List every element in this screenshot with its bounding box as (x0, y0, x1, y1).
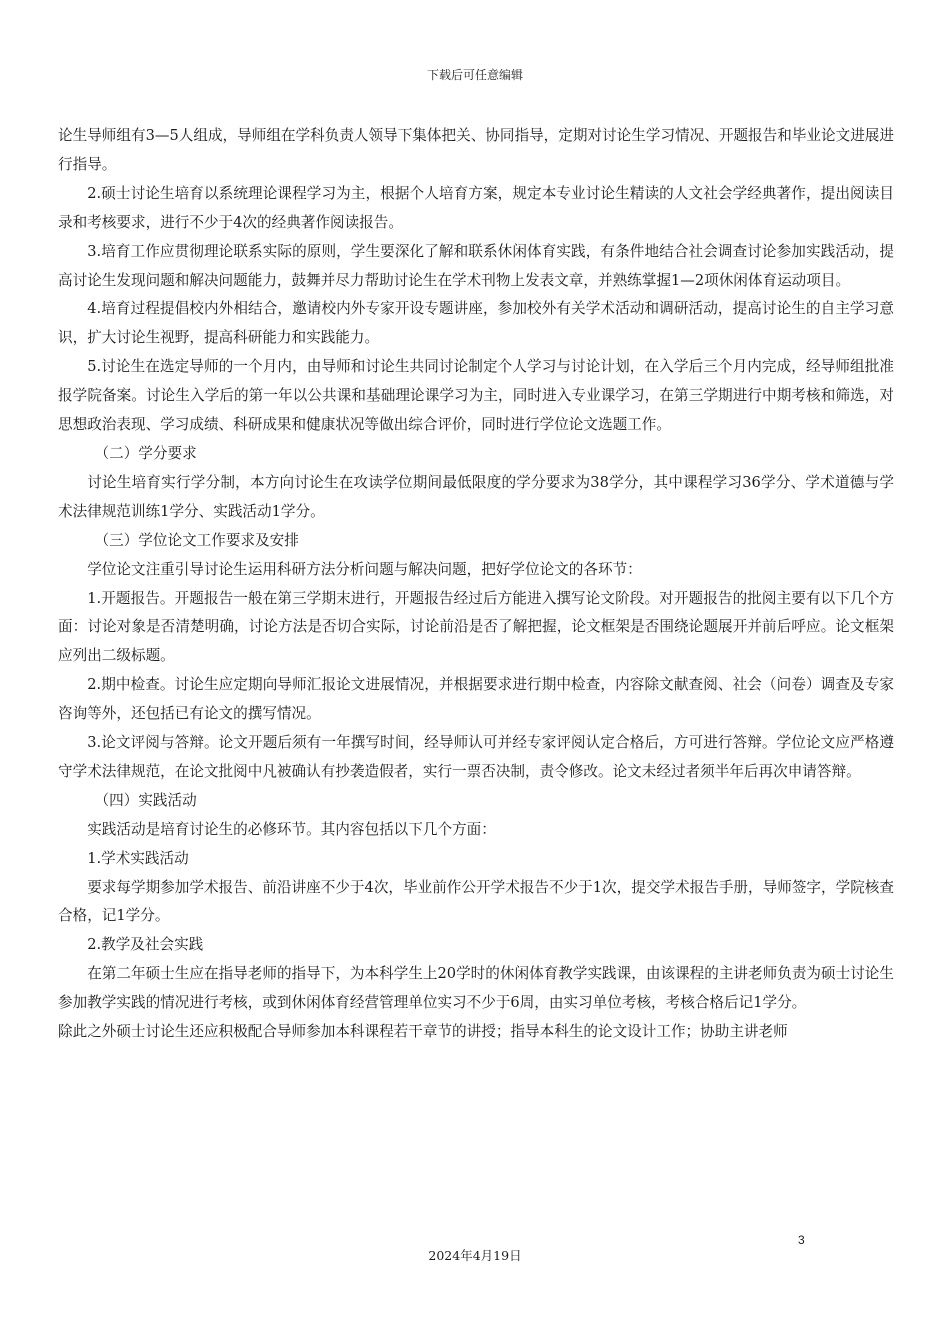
paragraph: 2.期中检查。讨论生应定期向导师汇报论文进展情况，并根据要求进行期中检查，内容除文献查阅、社会（问卷）调查及专家咨询等外，还包括已有论文的撰写情况。 (58, 676, 894, 723)
paragraph: 学位论文注重引导讨论生运用科研方法分析问题与解决问题，把好学位论文的各环节： (87, 560, 642, 578)
paragraph: 讨论生培育实行学分制，本方向讨论生在攻读学位期间最低限度的学分要求为38学分，其中课程学习36学分、学术道德与学术法律规范训练1学分、实践活动1学分。 (58, 473, 894, 520)
paragraph: 1.开题报告。开题报告一般在第三学期末进行，开题报告经过后方能进入撰写论文阶段。对开题报告的批阅主要有以下几个方面：讨论对象是否清楚明确，讨论方法是否切合实际，讨论前沿是否了解把握，论文框架是否围绕论题展开并前后呼应。论文框架应列出二级标题。 (58, 589, 894, 665)
paragraph: 5.讨论生在选定导师的一个月内，由导师和讨论生共同讨论制定个人学习与讨论计划，在入学后三个月内完成，经导师组批准报学院备案。讨论生入学后的第一年以公共课和基础理论课学习为主，同时进入专业课学习，在第三学期进行中期考核和筛选，对思想政治表现、学习成绩、科研成果和健康状况等做出综合评价，同时进行学位论文选题工作。 (58, 358, 894, 434)
paragraph: 3.论文评阅与答辩。论文开题后须有一年撰写时间，经导师认可并经专家评阅认定合格后，方可进行答辩。学位论文应严格遵守学术法律规范，在论文批阅中凡被确认有抄袭造假者，实行一票否决制，责令修改。论文未经过者须半年后再次申请答辩。 (58, 734, 894, 780)
paragraph: 3.培育工作应贯彻理论联系实际的原则，学生要深化了解和联系休闲体育实践，有条件地结合社会调查讨论参加实践活动，提高讨论生发现问题和解决问题能力，鼓舞并尽力帮助讨论生在学术刊物上发表文章，并熟练掌握1—2项休闲体育运动项目。 (58, 242, 894, 289)
paragraph: 在第二年硕士生应在指导老师的指导下，为本科学生上20学时的休闲体育教学实践课，由该课程的主讲老师负责为硕士讨论生参加教学实践的情况进行考核，或到休闲体育经营管理单位实习不少于6周，由实习单位考核，考核合格后记1学分。 (58, 965, 894, 1012)
section-heading: （三）学位论文工作要求及安排 (94, 531, 299, 549)
paragraph: 2.硕士讨论生培育以系统理论课程学习为主，根据个人培育方案，规定本专业讨论生精读的人文社会学经典著作，提出阅读目录和考核要求，进行不少于4次的经典著作阅读报告。 (58, 184, 894, 231)
page-header: 下载后可任意编辑 (426, 68, 523, 82)
subsection-heading: 1.学术实践活动 (87, 849, 189, 867)
paragraph: 要求每学期参加学术报告、前沿讲座不少于4次，毕业前作公开学术报告不少于1次，提交学术报告手册，导师签字，学院核查合格，记1学分。 (58, 878, 894, 925)
section-heading: （二）学分要求 (94, 444, 197, 462)
section-heading: （四）实践活动 (94, 791, 197, 809)
paragraph: 论生导师组有3—5人组成，导师组在学科负责人领导下集体把关、协同指导，定期对讨论生学习情况、开题报告和毕业论文进展进行指导。 (58, 127, 894, 173)
document-body (58, 122, 894, 1047)
paragraph: 除此之外硕士讨论生还应积极配合导师参加本科课程若干章节的讲授；指导本科生的论文设计工作；协助主讲老师 (58, 1023, 788, 1041)
paragraph: 实践活动是培育讨论生的必修环节。其内容包括以下几个方面： (87, 820, 496, 838)
paragraph: 4.培育过程提倡校内外相结合，邀请校内外专家开设专题讲座，参加校外有关学术活动和调研活动，提高讨论生的自主学习意识，扩大讨论生视野，提高科研能力和实践能力。 (58, 300, 894, 347)
subsection-heading: 2.教学及社会实践 (87, 936, 204, 954)
footer-date: 2024年4月19日 (428, 1248, 522, 1263)
page-number: 3 (798, 1233, 805, 1247)
